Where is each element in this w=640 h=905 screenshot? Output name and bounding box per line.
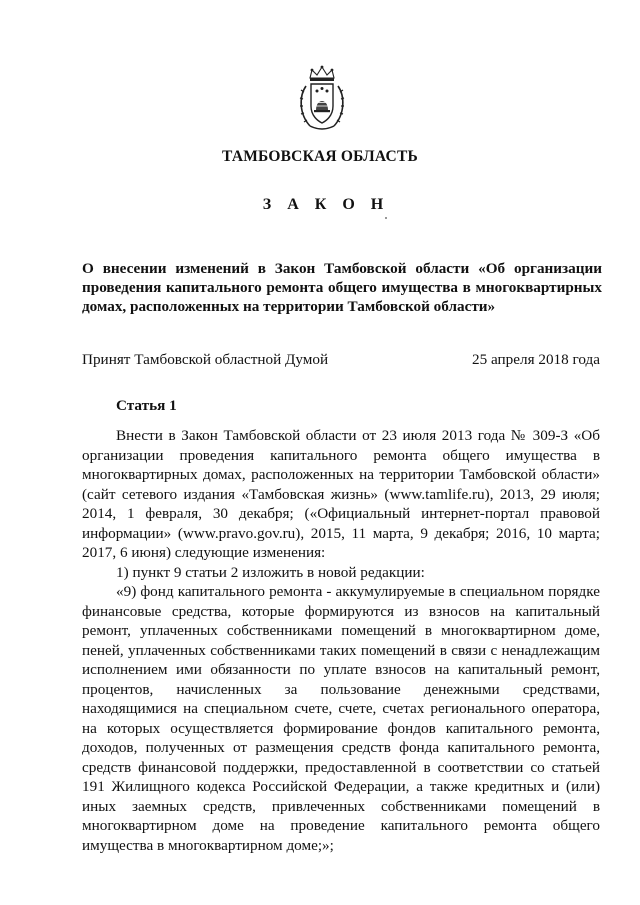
adoption-line (82, 351, 600, 369)
adopting-body: Принят Тамбовской областной Думой (82, 351, 329, 368)
paragraph-new-wording: «9) фонд капитального ремонта - аккумулируемые в специальном порядке финансовые средства, которые формируются из взносов на капитальный ремонт, уплаченных собственниками помещений в многоквартирном доме, пеней, уплаченных собственниками таких помещений в связи с ненадлежащим исполнением ими обязанности по уплате взносов на капитальный ремонт, процентов, начисленных за пользование денежными средствами, находящимися на специальном счете, счете, счетах регионального оператора, на которых осуществляется формирование фондов капитального ремонта, доходов, полученных от размещения средств фонда капитального ремонта, средств финансовой поддержки, предоставленной в соответствии со статьей 191 Жилищного кодекса Российской Федерации, а также кредитных и (или) иных заемных средств, привлеченных собственниками помещений в многоквартирном доме на проведение капитального ремонта общего имущества в многоквартирном доме;»; (82, 583, 600, 854)
adoption-date: 25 апреля 2018 года (472, 351, 600, 368)
region-name: ТАМБОВСКАЯ ОБЛАСТЬ (222, 148, 418, 165)
article-body (82, 426, 600, 855)
scan-speck (385, 217, 387, 219)
document-type: З А К О Н (262, 196, 390, 213)
paragraph-intro: Внести в Закон Тамбовской области от 23 июля 2013 года № 309-З «Об организации проведения капитального ремонта общего имущества в многоквартирных домах, расположенных на территории Тамбовской области» (сайт сетевого издания «Тамбовская жизнь» (www.tamlife.ru), 2013, 29 июля; 2014, 1 февраля, 30 декабря; («Официальный интернет-портал правовой информации» (www.pravo.gov.ru), 2015, 11 марта, 9 декабря; 2016, 10 марта; 2017, 6 июня) следующие изменения: (82, 427, 600, 561)
paragraph-item-1: 1) пункт 9 статьи 2 изложить в новой редакции: (116, 563, 425, 581)
law-title: О внесении изменений в Закон Тамбовской области «Об организации проведения капитального ремонта общего имущества в многоквартирных домах, расположенных на территории Тамбовской области» (82, 260, 602, 315)
article-heading: Статья 1 (116, 397, 177, 414)
coat-of-arms-emblem (296, 64, 348, 136)
